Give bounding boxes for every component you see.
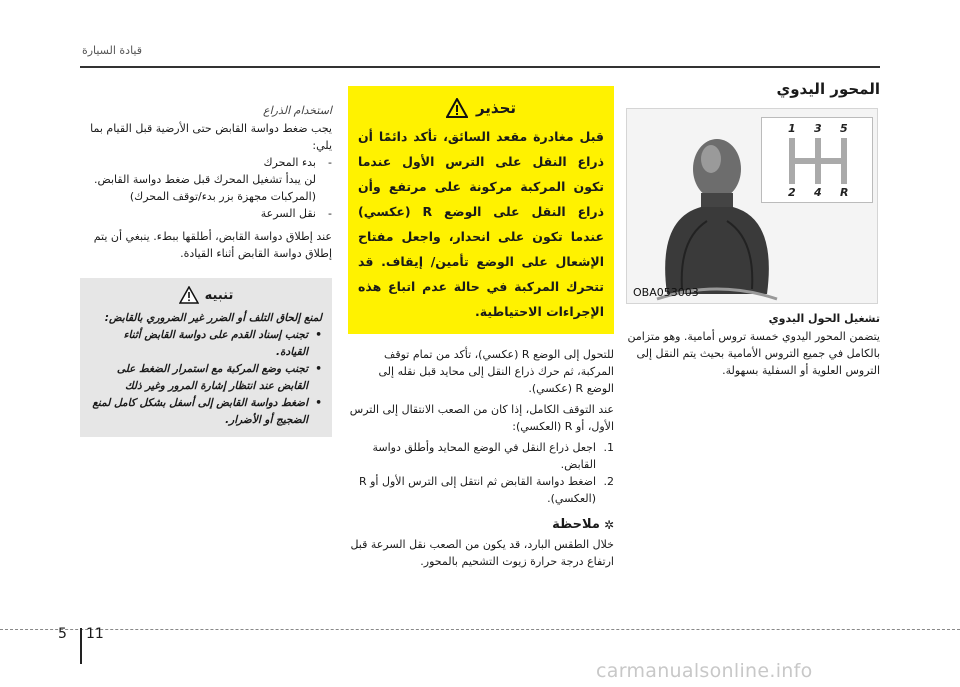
list-item bbox=[90, 327, 322, 361]
clutch-paragraph: يجب ضغط دواسة القابض حتى الأرضية قبل القيام بما يلي: bbox=[90, 122, 332, 152]
subheading: تشغيل الحول اليدوي bbox=[768, 312, 880, 325]
list-dash bbox=[322, 188, 332, 205]
note-title: ملاحظة bbox=[552, 517, 600, 532]
running-head: قيادة السيارة bbox=[81, 44, 142, 57]
note-star-icon: ✲ bbox=[603, 517, 614, 532]
list-dash bbox=[322, 171, 332, 188]
watermark: carmanualsonline.info bbox=[596, 660, 813, 682]
middle-column bbox=[348, 86, 614, 574]
list-number: 1. bbox=[603, 441, 614, 454]
list-item bbox=[80, 188, 332, 205]
list-text: نقل السرعة bbox=[260, 207, 316, 220]
right-column bbox=[624, 80, 880, 379]
chapter-number: 5 bbox=[58, 626, 67, 642]
warning-header bbox=[358, 98, 604, 118]
warning-text: قبل مغادرة مقعد السائق، تأكد دائمًا أن ذراع النقل على الترس الأول عندما تكون المركبة مركونة على مرتفع وأن ذراع النقل على الوضع R (عكسي) عندما تكون على انحدار، واجعل مفتاح الإشعال على الوضع تأمين/ إيقاف. قد تتحرك المركبة في حالة عدم اتباع هذه الإجراءات الاحتياطية. bbox=[358, 129, 605, 319]
bullet: • bbox=[315, 363, 322, 375]
list-item bbox=[90, 361, 322, 395]
list-text: اضغط دواسة القابض إلى أسفل بشكل كامل لمنع الضجيج أو الأضرار. bbox=[92, 397, 308, 426]
caution-lead-text: لمنع إلحاق التلف أو الضرر غير الضروري بالقابض: bbox=[104, 312, 322, 324]
footer-dashed-rule bbox=[0, 629, 960, 630]
caution-header bbox=[90, 286, 322, 304]
reverse-paragraph: للتحول إلى الوضع R (عكسي)، تأكد من تمام توقف المركبة، ثم حرك ذراع النقل إلى محايد قبل نقله إلى الوضع R (عكسي). bbox=[378, 348, 614, 395]
warning-box bbox=[348, 86, 614, 334]
gear-4-label: 4 bbox=[814, 186, 822, 199]
warning-title: تحذير bbox=[475, 99, 517, 117]
gear-2-label: 2 bbox=[788, 186, 796, 199]
left-column bbox=[80, 104, 332, 437]
shift-instructions bbox=[348, 346, 614, 570]
list-text: اضغط دواسة القابض ثم انتقل إلى الترس الأول أو R (العكسي). bbox=[358, 475, 596, 505]
list-item bbox=[80, 171, 332, 188]
gear-r-label: R bbox=[840, 186, 849, 199]
list-text: اجعل ذراع النقل في الوضع المحايد وأطلق دواسة القابض. bbox=[372, 441, 596, 471]
bullet: • bbox=[315, 397, 322, 409]
caution-lead bbox=[90, 310, 322, 327]
bullet: • bbox=[315, 329, 322, 341]
figure-code: OBA053003 bbox=[633, 286, 699, 299]
caution-title: تنبيه bbox=[204, 287, 234, 303]
list-text: (المركبات مجهزة بزر بدء/توقف المحرك) bbox=[129, 190, 316, 203]
list-text: تجنب وضع المركبة مع استمرار الضغط على القابض عند انتظار إشارة المرور وغير ذلك bbox=[116, 363, 308, 392]
list-text: تجنب إسناد القدم على دواسة القابض أثناء القيادة. bbox=[123, 329, 308, 358]
section-title: المحور اليدوي bbox=[776, 80, 880, 98]
footer-rule bbox=[80, 628, 82, 664]
caution-box bbox=[80, 278, 332, 437]
list-dash: - bbox=[328, 156, 332, 169]
gear-1-label: 1 bbox=[788, 122, 796, 135]
gear-pattern-plate bbox=[761, 117, 873, 203]
list-item bbox=[348, 473, 614, 507]
release-paragraph: عند إطلاق دواسة القابض، أطلقها ببطء. ينبغي أن يتم إطلاق دواسة القابض أثناء القيادة. bbox=[93, 230, 332, 260]
gear-5-label: 5 bbox=[840, 122, 848, 135]
header-rule bbox=[80, 66, 880, 68]
note-text: خلال الطقس البارد، قد يكون من الصعب نقل السرعة قبل ارتفاع درجة حرارة زيوت التشحيم بالمحور. bbox=[350, 538, 614, 568]
warning-triangle-icon bbox=[446, 98, 468, 118]
caution-triangle-icon bbox=[179, 286, 199, 304]
page-number: 11 bbox=[86, 626, 104, 642]
full-stop-paragraph: عند التوقف الكامل، إذا كان من الصعب الانتقال إلى الترس الأول، أو R (العكسي): bbox=[349, 403, 614, 433]
list-item bbox=[80, 154, 332, 171]
intro-paragraph: يتضمن المحور اليدوي خمسة تروس أمامية. وهو متزامن بالكامل في جميع التروس الأمامية بحيث يتم النقل إلى التروس العلوية أو السفلية بسهولة. bbox=[627, 330, 880, 377]
list-text: بدء المحرك bbox=[263, 156, 316, 169]
note-header bbox=[348, 517, 614, 532]
list-item bbox=[90, 395, 322, 429]
lever-usage-heading: استخدام الذراع bbox=[263, 104, 332, 117]
gear-3-label: 3 bbox=[814, 122, 822, 135]
list-text: لن يبدأ تشغيل المحرك قبل ضغط دواسة القابض. bbox=[94, 173, 316, 186]
gear-shift-figure bbox=[626, 108, 878, 304]
list-dash: - bbox=[328, 207, 332, 220]
list-item bbox=[80, 205, 332, 222]
list-number: 2. bbox=[603, 475, 614, 488]
list-item bbox=[348, 439, 614, 473]
